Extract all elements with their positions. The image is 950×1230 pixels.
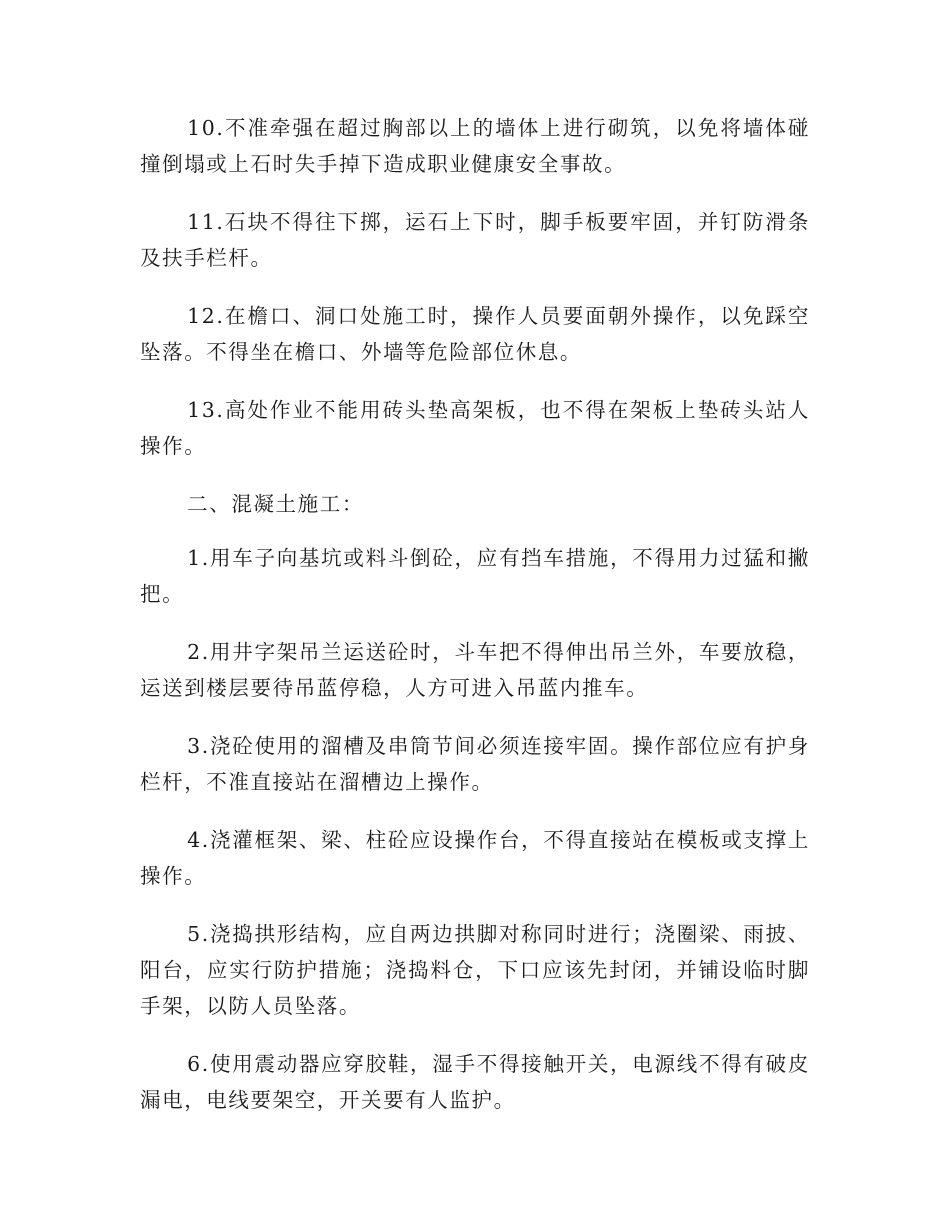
paragraph-item-3: 3.浇砼使用的溜槽及串筒节间必须连接牢固。操作部位应有护身栏杆，不准直接站在溜槽边上操作。: [140, 734, 810, 794]
paragraph-item-10: 10.不准牵强在超过胸部以上的墙体上进行砌筑，以免将墙体碰撞倒塌或上石时失手掉下造成职业健康安全事故。: [140, 116, 810, 176]
paragraph-item-4: 4.浇灌框架、梁、柱砼应设操作台，不得直接站在模板或支撑上操作。: [140, 828, 810, 888]
paragraph-item-11: 11.石块不得往下掷，运石上下时，脚手板要牢固，并钉防滑条及扶手栏杆。: [140, 210, 810, 270]
section-heading-concrete: 二、混凝土施工：: [187, 492, 364, 516]
paragraph-item-1: 1.用车子向基坑或料斗倒砼，应有挡车措施，不得用力过猛和撇把。: [140, 546, 810, 606]
paragraph-item-13: 13.高处作业不能用砖头垫高架板，也不得在架板上垫砖头站人操作。: [140, 398, 810, 458]
paragraph-item-2: 2.用井字架吊兰运送砼时，斗车把不得伸出吊兰外，车要放稳，运送到楼层要待吊蓝停稳，人方可进入吊蓝内推车。: [140, 640, 810, 700]
paragraph-item-5: 5.浇捣拱形结构，应自两边拱脚对称同时进行；浇圈梁、雨披、阳台，应实行防护措施；浇捣料仓，下口应该先封闭，并铺设临时脚手架，以防人员坠落。: [140, 922, 810, 1018]
paragraph-item-6: 6.使用震动器应穿胶鞋，湿手不得接触开关，电源线不得有破皮漏电，电线要架空，开关要有人监护。: [140, 1052, 810, 1112]
paragraph-item-12: 12.在檐口、洞口处施工时，操作人员要面朝外操作，以免踩空坠落。不得坐在檐口、外墙等危险部位休息。: [140, 304, 810, 364]
